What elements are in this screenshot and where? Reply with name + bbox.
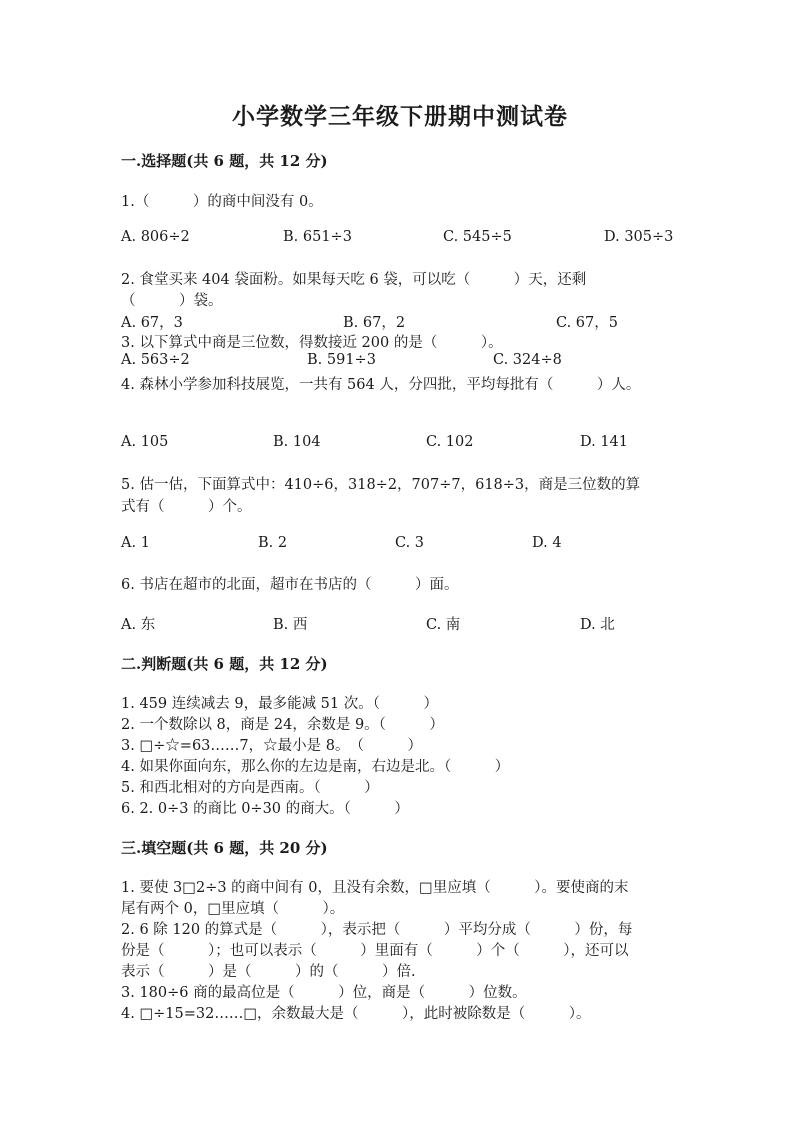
question-5-stem-line-2: 式有（ ）个。 — [121, 499, 252, 515]
question-5-stem-line-1: 5. 估一估，下面算式中：410÷6，318÷2，707÷7，618÷3，商是三位数的算 — [121, 477, 641, 493]
question-5-option-b: B. 2 — [258, 535, 288, 551]
section-heading-fill: 三.填空题(共 6 题，共 20 分) — [121, 839, 328, 857]
fill-line-5: 表示（ ）是（ ）的（ ）倍. — [121, 964, 416, 980]
fill-line-1: 1. 要使 3□2÷3 的商中间有 0，且没有余数，□里应填（ ）。要使商的末 — [121, 880, 629, 896]
question-3-option-a: A. 563÷2 — [121, 352, 190, 368]
fill-line-6: 3. 180÷6 商的最高位是（ ）位，商是（ ）位数。 — [121, 985, 527, 1001]
fill-line-2: 尾有两个 0，□里应填（ ）。 — [121, 901, 345, 917]
question-5-option-c: C. 3 — [395, 535, 425, 551]
fill-line-3: 2. 6 除 120 的算式是（ ），表示把（ ）平均分成（ ）份，每 — [121, 922, 633, 938]
question-2-option-b: B. 67，2 — [343, 315, 406, 331]
section-heading-judge: 二.判断题(共 6 题，共 12 分) — [121, 655, 328, 673]
page-title: 小学数学三年级下册期中测试卷 — [232, 103, 568, 130]
question-4-stem: 4. 森林小学参加科技展览，一共有 564 人，分四批，平均每批有（ ）人。 — [121, 377, 641, 393]
question-4-option-b: B. 104 — [273, 434, 321, 450]
question-2-stem-line-2: （ ）袋。 — [121, 293, 223, 309]
question-1-stem: 1.（ ）的商中间没有 0。 — [121, 194, 323, 210]
question-1-option-c: C. 545÷5 — [443, 229, 512, 245]
question-2-option-c: C. 67，5 — [556, 315, 618, 331]
section-heading-choice: 一.选择题(共 6 题，共 12 分) — [121, 152, 328, 170]
question-3-option-b: B. 591÷3 — [307, 352, 376, 368]
fill-line-7: 4. □÷15=32……□，余数最大是（ ），此时被除数是（ ）。 — [121, 1006, 591, 1022]
question-2-option-a: A. 67，3 — [121, 315, 183, 331]
question-3-option-c: C. 324÷8 — [493, 352, 562, 368]
judge-item-1: 1. 459 连续减去 9，最多能减 51 次。（ ） — [121, 696, 438, 712]
question-6-option-a: A. 东 — [121, 617, 156, 633]
judge-item-5: 5. 和西北相对的方向是西南。（ ） — [121, 780, 379, 796]
judge-item-4: 4. 如果你面向东，那么你的左边是南，右边是北。（ ） — [121, 759, 510, 775]
question-2-stem-line-1: 2. 食堂买来 404 袋面粉。如果每天吃 6 袋，可以吃（ ）天，还剩 — [121, 272, 587, 288]
question-1-option-a: A. 806÷2 — [121, 229, 190, 245]
judge-item-6: 6. 2. 0÷3 的商比 0÷30 的商大。（ ） — [121, 801, 409, 817]
question-5-option-d: D. 4 — [532, 535, 562, 551]
question-6-option-d: D. 北 — [580, 617, 615, 633]
question-6-stem: 6. 书店在超市的北面，超市在书店的（ ）面。 — [121, 577, 459, 593]
judge-item-2: 2. 一个数除以 8，商是 24，余数是 9。（ ） — [121, 717, 444, 733]
question-3-stem: 3. 以下算式中商是三位数，得数接近 200 的是（ ）。 — [121, 335, 503, 351]
question-4-option-d: D. 141 — [580, 434, 629, 450]
judge-item-3: 3. □÷☆=63……7，☆最小是 8。 （ ） — [121, 738, 422, 754]
fill-line-4: 份是（ ）；也可以表示（ ）里面有（ ）个（ ），还可以 — [121, 943, 629, 959]
question-5-option-a: A. 1 — [121, 535, 150, 551]
question-1-option-b: B. 651÷3 — [283, 229, 352, 245]
question-4-option-a: A. 105 — [121, 434, 169, 450]
question-6-option-b: B. 西 — [273, 617, 308, 633]
question-1-option-d: D. 305÷3 — [604, 229, 674, 245]
question-4-option-c: C. 102 — [426, 434, 474, 450]
question-6-option-c: C. 南 — [426, 617, 461, 633]
